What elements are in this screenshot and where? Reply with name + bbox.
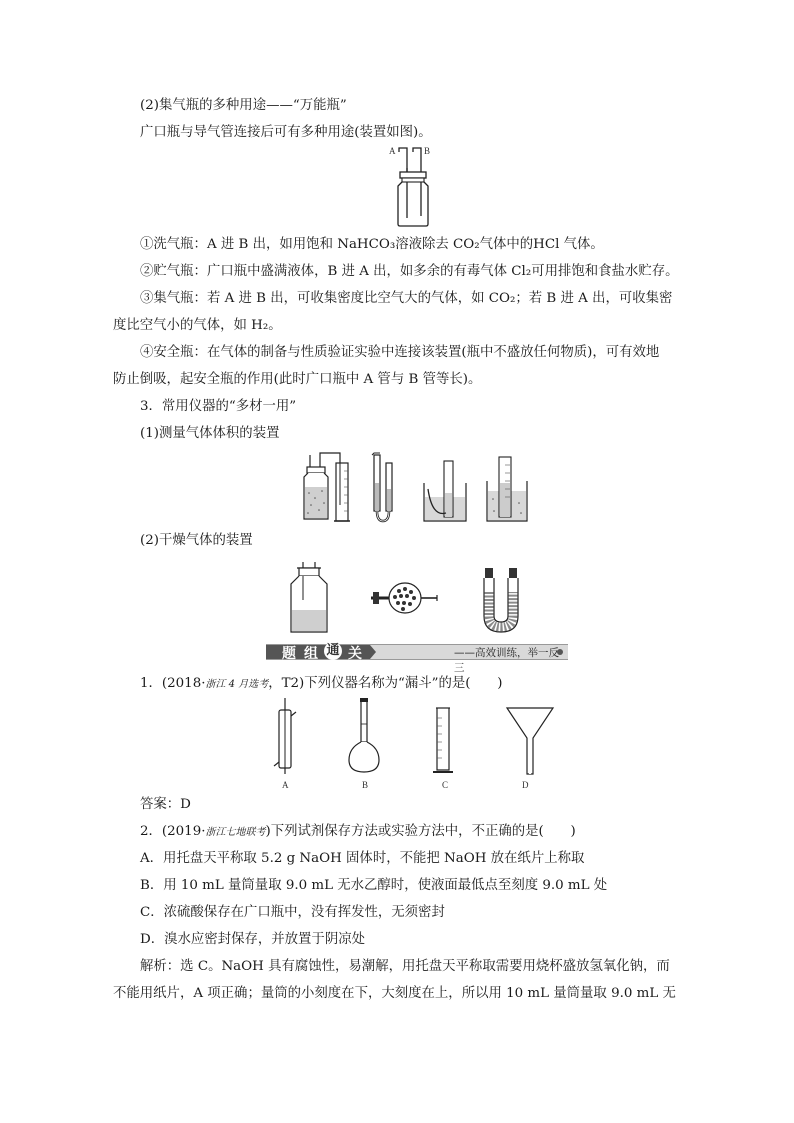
volumetric-flask-icon bbox=[349, 698, 379, 772]
q1-answer: 答案：D bbox=[140, 797, 191, 812]
bottle-label-a: A bbox=[389, 146, 396, 156]
use-3b: 度比空气小的气体，如 H₂。 bbox=[113, 318, 282, 333]
q1-option-c: C bbox=[442, 780, 449, 790]
q2-analysis-line-2: 不能用纸片，A 项正确；量筒的小刻度在下，大刻度在上，所以用 10 mL 量筒量取 9.0 mL 无 bbox=[113, 986, 676, 1001]
funnel-icon bbox=[507, 708, 553, 774]
q1-stem bbox=[140, 675, 503, 694]
q2-option-a: A．用托盘天平称取 5.2 g NaOH 固体时，不能把 NaOH 放在纸片上称取 bbox=[140, 851, 585, 866]
q2-option-d: D．溴水应密封保存，并放置于阴凉处 bbox=[140, 932, 365, 947]
use-1: ①洗气瓶：A 进 B 出，如用饱和 NaHCO₃溶液除去 CO₂气体中的HCl 气体。 bbox=[140, 237, 604, 252]
drying-tube-icon bbox=[371, 583, 437, 613]
q2-option-c: C．浓硫酸保存在广口瓶中，没有挥发性，无须密封 bbox=[140, 905, 445, 920]
q1-options-figure bbox=[265, 698, 565, 776]
q1-stem-post: ，T2)下列仪器名称为“漏斗”的是( ) bbox=[268, 676, 503, 691]
q2-stem-post: )下列试剂保存方法或实验方法中，不正确的是( ) bbox=[265, 824, 576, 839]
drying-bottle-icon bbox=[291, 562, 327, 632]
u-tube-icon bbox=[484, 568, 518, 632]
burette-pair-icon bbox=[372, 453, 392, 521]
use-3a: ③集气瓶：若 A 进 B 出，可收集密度比空气大的气体，如 CO₂；若 B 进 A 出，可收集密 bbox=[140, 291, 673, 306]
banner-char-4: 关 bbox=[348, 646, 362, 662]
bottle-label-b: B bbox=[424, 146, 431, 156]
wanneng-bottle-figure bbox=[385, 146, 435, 228]
graduated-cylinder-icon bbox=[433, 708, 453, 772]
q1-stem-pre: 1．(2018· bbox=[140, 676, 206, 691]
wanneng-intro: 广口瓶与导气管连接后可有多种用途(装置如图)。 bbox=[140, 125, 432, 140]
banner-char-2: 组 bbox=[304, 646, 318, 662]
dry-heading: (2)干燥气体的装置 bbox=[140, 533, 253, 548]
wanneng-heading: (2)集气瓶的多种用途——“万能瓶” bbox=[140, 98, 347, 113]
q1-option-d: D bbox=[522, 780, 529, 790]
q2-stem-pre: 2．(2019· bbox=[140, 824, 206, 839]
multi-use-heading: 3．常用仪器的“多材一用” bbox=[140, 399, 297, 414]
banner-slogan: ——高效训练，举一反三 bbox=[454, 647, 559, 674]
use-4b: 防止倒吸，起安全瓶的作用(此时广口瓶中 A 管与 B 管等长)。 bbox=[113, 372, 482, 387]
bottle-cylinder-icon bbox=[304, 453, 350, 521]
q2-source: 浙江七地联考 bbox=[205, 827, 266, 838]
problem-set-banner bbox=[266, 641, 568, 674]
q1-option-b: B bbox=[362, 780, 369, 790]
gas-drying-apparatus-figure bbox=[285, 560, 540, 636]
banner-char-3-circled: 通 bbox=[324, 642, 342, 660]
use-4a: ④安全瓶：在气体的制备与性质验证实验中连接该装置(瓶中不盛放任何物质)，可有效地 bbox=[140, 345, 660, 360]
use-2: ②贮气瓶：广口瓶中盛满液体，B 进 A 出，如多余的有毒气体 Cl₂可用排饱和食盐水贮存。 bbox=[140, 264, 679, 279]
q1-option-a: A bbox=[282, 780, 289, 790]
banner-char-1: 题 bbox=[282, 646, 296, 662]
q2-analysis-line-1: 解析：选 C。NaOH 具有腐蚀性，易潮解，用托盘天平称取需要用烧杯盛放氢氧化钠，而 bbox=[140, 959, 670, 974]
measure-heading: (1)测量气体体积的装置 bbox=[140, 426, 280, 441]
q2-stem bbox=[140, 823, 576, 842]
q1-source: 浙江 4 月选考 bbox=[205, 679, 269, 690]
cylinder-in-beaker-icon bbox=[487, 457, 527, 521]
q2-option-b: B．用 10 mL 量筒量取 9.0 mL 无水乙醇时，使液面最低点至刻度 9.0 mL 处 bbox=[140, 878, 608, 893]
condenser-icon bbox=[274, 698, 296, 774]
beaker-cylinder-icon bbox=[424, 461, 466, 521]
gas-volume-apparatus-figure bbox=[300, 453, 530, 525]
